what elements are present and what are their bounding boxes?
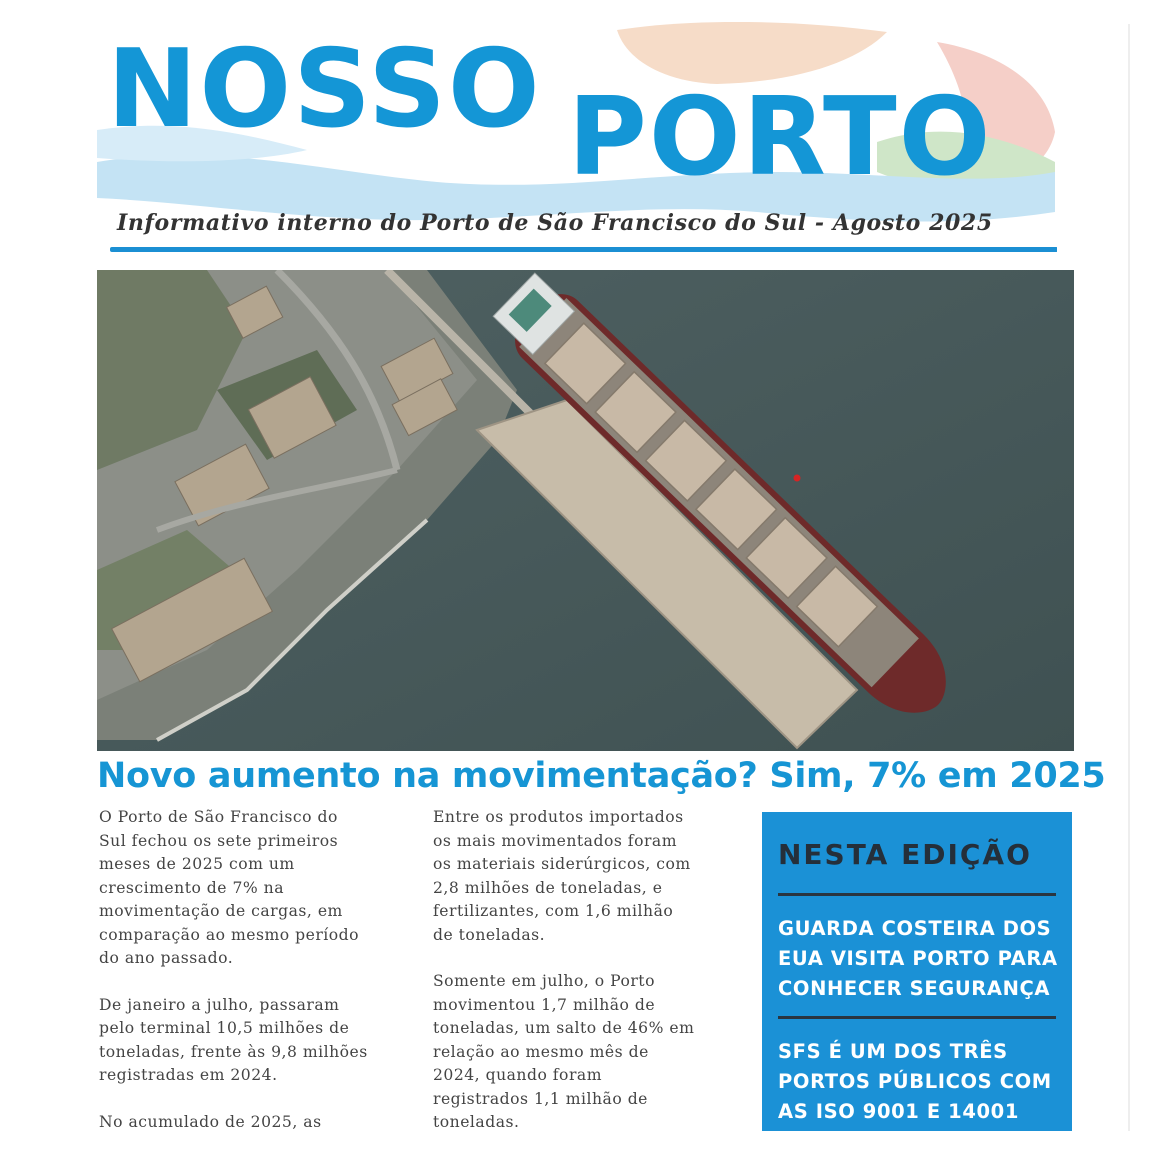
sidebar-title: NESTA EDIÇÃO [778, 838, 1032, 871]
text-line: O Porto de São Francisco do [99, 808, 338, 826]
text-line: De janeiro a julho, passaram [99, 995, 340, 1014]
text-line: registradas em 2024. [99, 1066, 278, 1084]
masthead-subtitle: Informativo interno do Porto de São Francisco do Sul - Agosto 2025 [117, 210, 993, 236]
text-line: pelo terminal 10,5 milhões de [99, 1019, 350, 1037]
text-line: toneladas, frente às 9,8 milhões [99, 1042, 368, 1061]
text-line: 2024, quando foram [433, 1066, 602, 1084]
page-edge [1128, 24, 1130, 1134]
article-headline: Novo aumento na movimentação? Sim, 7% em 2025 [97, 756, 1106, 796]
article-paragraph [99, 994, 417, 1088]
sidebar-item-line: EUA VISITA PORTO PARA [778, 947, 1058, 970]
sidebar-item-guarda-costeira[interactable] [778, 914, 1056, 1004]
text-line: Entre os produtos importados [433, 808, 684, 826]
sidebar-nesta-edicao [762, 812, 1072, 1158]
text-line: crescimento de 7% na [99, 878, 285, 897]
sidebar-divider [778, 1016, 1056, 1019]
text-line: do ano passado. [99, 949, 234, 967]
text-line: relação ao mesmo mês de [433, 1042, 649, 1061]
text-line: comparação ao mesmo período [99, 925, 360, 944]
text-line: meses de 2025 com um [99, 855, 295, 873]
masthead-title-word2: PORTO [567, 75, 993, 200]
article-column-1 [99, 806, 417, 1157]
text-line: os materiais siderúrgicos, com [433, 855, 691, 873]
article-paragraph [433, 806, 753, 947]
text-line: Somente em julho, o Porto [433, 972, 655, 990]
text-line: 2,8 milhões de toneladas, e [433, 878, 663, 897]
masthead-title-word1: NOSSO [107, 27, 542, 152]
text-line: Sul fechou os sete primeiros [99, 831, 339, 850]
sidebar-item-line: GUARDA COSTEIRA DOS [778, 917, 1052, 940]
text-line: movimentou 1,7 milhão de [433, 995, 656, 1014]
sidebar-item-iso[interactable] [778, 1037, 1056, 1127]
sidebar-item-line: CONHECER SEGURANÇA [778, 977, 1051, 1000]
sidebar-item-line: SFS É UM DOS TRÊS [778, 1040, 1008, 1063]
text-line: movimentação de cargas, em [99, 902, 343, 920]
sidebar-item-line: PORTOS PÚBLICOS COM [778, 1070, 1052, 1093]
text-line: toneladas. [433, 1113, 520, 1131]
article-paragraph [99, 806, 417, 971]
article-column-2 [433, 806, 753, 1158]
hero-photo-port-aerial [97, 270, 1074, 751]
masthead [97, 22, 1057, 272]
text-line: No acumulado de 2025, as [99, 1112, 322, 1131]
masthead-divider [110, 247, 1057, 252]
text-line: toneladas, um salto de 46% em [433, 1019, 695, 1037]
text-line: fertilizantes, com 1,6 milhão [433, 902, 674, 920]
page-crop-edge [0, 1131, 1158, 1158]
text-line: de toneladas. [433, 925, 546, 944]
sidebar-divider [778, 893, 1056, 896]
text-line: registrados 1,1 milhão de [433, 1089, 648, 1108]
sidebar-item-line: AS ISO 9001 E 14001 [778, 1100, 1020, 1123]
article-paragraph [433, 970, 753, 1135]
text-line: os mais movimentados foram [433, 831, 677, 850]
hero-illustration [97, 270, 1074, 751]
masthead-title [107, 27, 993, 200]
